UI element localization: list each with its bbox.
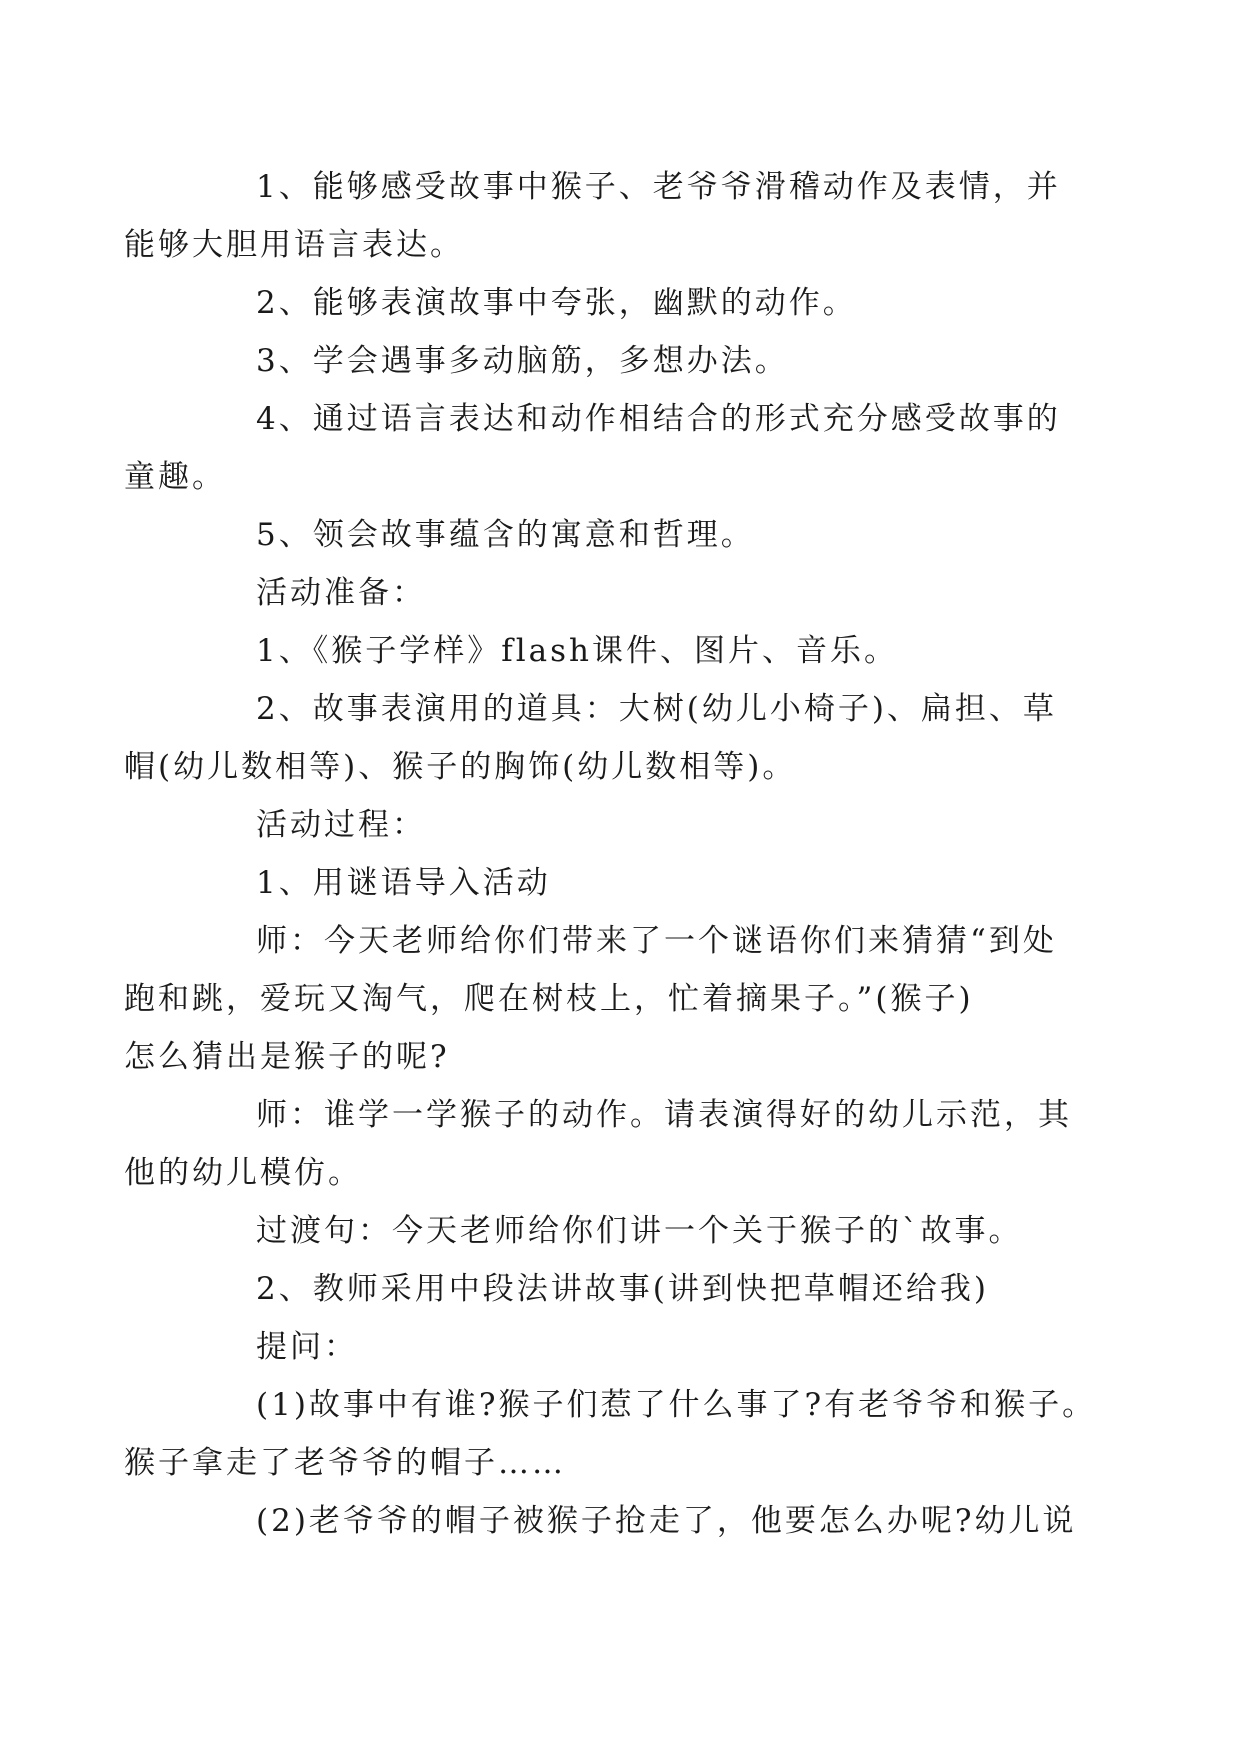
- text-line: 师：谁学一学猴子的动作。请表演得好的幼儿示范，其: [256, 1097, 1072, 1133]
- text-line: (2)老爷爷的帽子被猴子抢走了，他要怎么办呢?幼儿说: [256, 1503, 1077, 1539]
- text-line: 2、能够表演故事中夸张，幽默的动作。: [256, 285, 857, 321]
- text-line: 童趣。: [124, 459, 226, 495]
- text-line: 提问：: [256, 1329, 358, 1365]
- paragraph: [190, 854, 1070, 912]
- text-line: 他的幼儿模仿。: [124, 1155, 362, 1191]
- paragraph: [190, 274, 1070, 332]
- text-line: 师：今天老师给你们带来了一个谜语你们来猜猜“到处: [256, 923, 1057, 959]
- paragraph: [124, 390, 1070, 506]
- text-line: 1、能够感受故事中猴子、老爷爷滑稽动作及表情，并: [256, 169, 1061, 205]
- text-line: (1)故事中有谁?猴子们惹了什么事了?有老爷爷和猴子。: [256, 1387, 1097, 1423]
- text-line: 3、学会遇事多动脑筋，多想办法。: [256, 343, 789, 379]
- text-line: 2、教师采用中段法讲故事(讲到快把草帽还给我): [256, 1271, 989, 1307]
- document-body: [124, 158, 1097, 1550]
- paragraph: [190, 506, 1070, 564]
- text-line: 怎么猜出是猴子的呢?: [124, 1039, 450, 1075]
- paragraph: [124, 1086, 1072, 1202]
- section-heading: [190, 564, 1070, 622]
- paragraph: [124, 158, 1070, 274]
- text-line: 能够大胆用语言表达。: [124, 227, 464, 263]
- paragraph: [190, 1260, 1070, 1318]
- text-line: 4、通过语言表达和动作相结合的形式充分感受故事的: [256, 401, 1061, 437]
- text-line: 5、领会故事蕴含的寓意和哲理。: [256, 517, 755, 553]
- paragraph: [190, 332, 1070, 390]
- paragraph: [190, 622, 1070, 680]
- paragraph: [190, 1202, 1070, 1260]
- text-line: 1、用谜语导入活动: [256, 865, 551, 901]
- text-line: 2、故事表演用的道具：大树(幼儿小椅子)、扁担、草: [256, 691, 1057, 727]
- text-line: 跑和跳，爱玩又淘气，爬在树枝上，忙着摘果子。”(猴子): [124, 981, 974, 1017]
- text-line: 帽(幼儿数相等)、猴子的胸饰(幼儿数相等)。: [124, 749, 797, 785]
- paragraph: [124, 680, 1070, 796]
- paragraph: [124, 1376, 1097, 1492]
- text-line: 活动准备：: [256, 575, 426, 611]
- paragraph: [124, 912, 1070, 1086]
- text-line: 1、《猴子学样》flash课件、图片、音乐。: [256, 633, 898, 669]
- section-heading: [190, 796, 1070, 854]
- section-heading: [190, 1318, 1070, 1376]
- text-line: 活动过程：: [256, 807, 426, 843]
- text-line: 过渡句：今天老师给你们讲一个关于猴子的`故事。: [256, 1213, 1023, 1249]
- paragraph: [190, 1492, 1077, 1550]
- text-line: 猴子拿走了老爷爷的帽子……: [124, 1445, 566, 1481]
